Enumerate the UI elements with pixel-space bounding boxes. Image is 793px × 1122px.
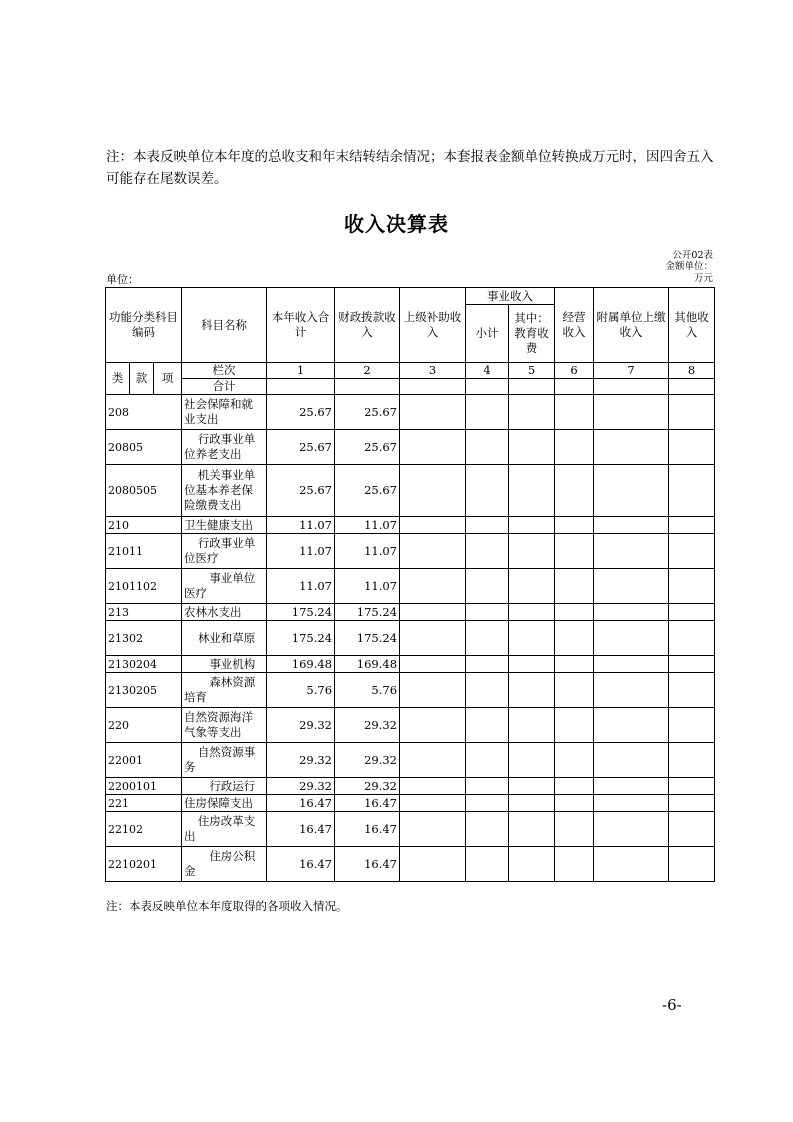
row-fiscal: 11.07 xyxy=(335,569,400,604)
row-total: 25.67 xyxy=(267,395,335,430)
amount-unit-label: 金额单位： xyxy=(665,261,713,272)
row-fiscal: 29.32 xyxy=(335,708,400,743)
table-row xyxy=(106,465,715,517)
bottom-note: 注：本表反映单位本年度取得的各项收入情况。 xyxy=(106,899,348,913)
row-code: 2101102 xyxy=(106,569,182,604)
col-index-4: 4 xyxy=(466,363,509,379)
row-code: 20805 xyxy=(106,430,182,465)
table-row xyxy=(106,430,715,465)
header-func-code: 功能分类科目编码 xyxy=(106,288,182,363)
header-xiang: 项 xyxy=(154,363,182,395)
row-total: 29.32 xyxy=(267,743,335,778)
row-code: 21011 xyxy=(106,534,182,569)
header-heji: 合计 xyxy=(182,379,267,395)
header-upper-subsidy: 上级补助收入 xyxy=(400,288,466,363)
row-fiscal: 25.67 xyxy=(335,395,400,430)
total-cell xyxy=(594,379,669,395)
row-name: 行政事业单位医疗 xyxy=(182,534,267,569)
table-row xyxy=(106,743,715,778)
table-row xyxy=(106,812,715,847)
row-fiscal: 29.32 xyxy=(335,778,400,795)
row-total: 169.48 xyxy=(267,656,335,673)
row-name: 机关事业单位基本养老保险缴费支出 xyxy=(182,465,267,517)
row-name: 行政事业单位养老支出 xyxy=(182,430,267,465)
table-row xyxy=(106,621,715,656)
row-code: 220 xyxy=(106,708,182,743)
row-total: 5.76 xyxy=(267,673,335,708)
row-fiscal: 175.24 xyxy=(335,621,400,656)
amount-unit xyxy=(665,261,713,285)
row-code: 210 xyxy=(106,517,182,534)
amount-unit-value: 万元 xyxy=(693,273,713,284)
header-business-income: 事业收入 xyxy=(466,288,555,305)
row-code: 208 xyxy=(106,395,182,430)
row-fiscal: 16.47 xyxy=(335,847,400,882)
row-fiscal: 11.07 xyxy=(335,517,400,534)
header-lanci: 栏次 xyxy=(182,363,267,379)
table-row xyxy=(106,395,715,430)
table-row xyxy=(106,517,715,534)
row-name: 事业单位医疗 xyxy=(182,569,267,604)
row-name: 自然资源事务 xyxy=(182,743,267,778)
page-number: -6- xyxy=(662,996,682,1014)
header-fiscal: 财政拨款收入 xyxy=(335,288,400,363)
row-fiscal: 169.48 xyxy=(335,656,400,673)
row-code: 2210201 xyxy=(106,847,182,882)
row-code: 2080505 xyxy=(106,465,182,517)
table-row xyxy=(106,569,715,604)
row-fiscal: 25.67 xyxy=(335,430,400,465)
row-name: 住房保障支出 xyxy=(182,795,267,812)
row-fiscal: 175.24 xyxy=(335,604,400,621)
header-operating: 经营收入 xyxy=(555,288,594,363)
total-cell xyxy=(335,379,400,395)
row-name: 事业机构 xyxy=(182,656,267,673)
row-fiscal: 25.67 xyxy=(335,465,400,517)
row-code: 22102 xyxy=(106,812,182,847)
row-code: 2130204 xyxy=(106,656,182,673)
row-fiscal: 5.76 xyxy=(335,673,400,708)
row-total: 175.24 xyxy=(267,621,335,656)
total-cell xyxy=(669,379,715,395)
total-cell xyxy=(509,379,555,395)
table-row xyxy=(106,656,715,673)
header-total-income: 本年收入合计 xyxy=(267,288,335,363)
row-total: 16.47 xyxy=(267,812,335,847)
header-subtotal: 小计 xyxy=(466,305,509,363)
form-code: 公开02表 xyxy=(672,250,713,261)
table-row xyxy=(106,795,715,812)
header-edu-fee: 其中：教育收费 xyxy=(509,305,555,363)
col-index-8: 8 xyxy=(669,363,715,379)
row-total: 16.47 xyxy=(267,795,335,812)
row-name: 住房改革支出 xyxy=(182,812,267,847)
col-index-1: 1 xyxy=(267,363,335,379)
income-table xyxy=(105,287,715,882)
row-code: 213 xyxy=(106,604,182,621)
page-title: 收入决算表 xyxy=(344,212,449,236)
col-index-5: 5 xyxy=(509,363,555,379)
row-name: 森林资源培育 xyxy=(182,673,267,708)
header-subject-name: 科目名称 xyxy=(182,288,267,363)
header-affiliated: 附属单位上缴收入 xyxy=(594,288,669,363)
row-fiscal: 29.32 xyxy=(335,743,400,778)
row-name: 卫生健康支出 xyxy=(182,517,267,534)
row-code: 21302 xyxy=(106,621,182,656)
col-index-3: 3 xyxy=(400,363,466,379)
header-other: 其他收入 xyxy=(669,288,715,363)
header-kuan: 款 xyxy=(130,363,154,395)
row-total: 11.07 xyxy=(267,534,335,569)
top-note: 注：本表反映单位本年度的总收支和年末结转结余情况；本套报表金额单位转换成万元时，因四舍五入可能存在尾数误差。 xyxy=(106,149,714,187)
row-fiscal: 11.07 xyxy=(335,534,400,569)
row-name: 农林水支出 xyxy=(182,604,267,621)
total-cell xyxy=(267,379,335,395)
total-cell xyxy=(555,379,594,395)
table-row xyxy=(106,534,715,569)
table-row xyxy=(106,708,715,743)
total-cell xyxy=(466,379,509,395)
row-code: 22001 xyxy=(106,743,182,778)
unit-label: 单位： xyxy=(106,273,139,286)
col-index-2: 2 xyxy=(335,363,400,379)
table-row xyxy=(106,673,715,708)
row-name: 自然资源海洋气象等支出 xyxy=(182,708,267,743)
col-index-7: 7 xyxy=(594,363,669,379)
row-code: 2200101 xyxy=(106,778,182,795)
row-name: 社会保障和就业支出 xyxy=(182,395,267,430)
row-total: 11.07 xyxy=(267,517,335,534)
row-total: 11.07 xyxy=(267,569,335,604)
row-total: 16.47 xyxy=(267,847,335,882)
row-fiscal: 16.47 xyxy=(335,812,400,847)
header-lei: 类 xyxy=(106,363,130,395)
row-total: 25.67 xyxy=(267,465,335,517)
row-total: 25.67 xyxy=(267,430,335,465)
table-row xyxy=(106,847,715,882)
row-code: 221 xyxy=(106,795,182,812)
row-name: 住房公积金 xyxy=(182,847,267,882)
table-row xyxy=(106,778,715,795)
row-total: 29.32 xyxy=(267,708,335,743)
row-name: 行政运行 xyxy=(182,778,267,795)
row-total: 175.24 xyxy=(267,604,335,621)
table-row xyxy=(106,604,715,621)
row-fiscal: 16.47 xyxy=(335,795,400,812)
row-code: 2130205 xyxy=(106,673,182,708)
col-index-6: 6 xyxy=(555,363,594,379)
row-name: 林业和草原 xyxy=(182,621,267,656)
row-total: 29.32 xyxy=(267,778,335,795)
total-cell xyxy=(400,379,466,395)
